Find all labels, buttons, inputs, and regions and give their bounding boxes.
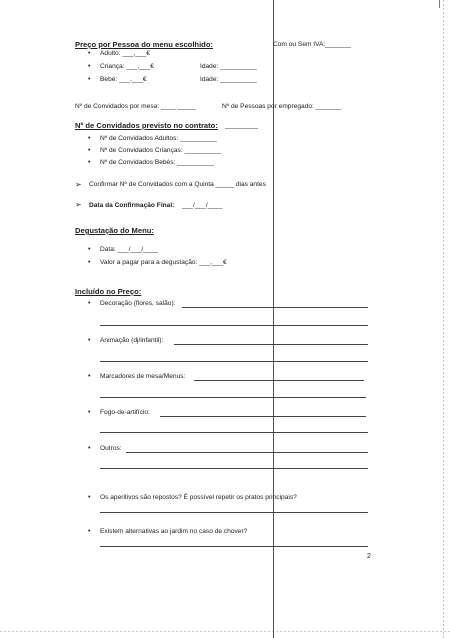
bullet: • <box>88 63 91 70</box>
decoration-line-2[interactable] <box>100 325 368 326</box>
baby-guests[interactable]: Nº de Convidados Bebés: __________ <box>100 159 214 166</box>
fireworks-label: Fogo-de-artifício: <box>100 409 150 416</box>
bullet: • <box>88 409 91 416</box>
bullet: • <box>88 445 91 452</box>
confirm-guests[interactable]: Confirmar Nº de Convidados com a Quinta _____ dias antes <box>89 181 266 188</box>
page-edge-bottom <box>0 631 450 632</box>
bullet: • <box>88 135 91 142</box>
child-age[interactable]: Idade: __________ <box>200 63 257 70</box>
decoration-label: Decoração (flores, salão): <box>100 300 176 307</box>
adult-price[interactable]: Adulto: ___,___€ <box>100 50 150 57</box>
others-label: Outros: <box>100 445 122 452</box>
bullet: • <box>88 373 91 380</box>
bullet: • <box>88 337 91 344</box>
appetizers-question: Os aperitivos são repostos? É possível repetir os pratos principais? <box>100 494 297 501</box>
guests-per-table[interactable]: Nº de Convidados por mesa: ____ _____ <box>75 103 196 110</box>
page-edge-right <box>443 0 444 638</box>
appetizers-line[interactable] <box>100 512 368 513</box>
markers-line[interactable] <box>194 380 364 381</box>
markers-line-2[interactable] <box>100 397 366 398</box>
fold-line <box>273 0 274 638</box>
tasting-price[interactable]: Valor a pagar para a degustação: ___,___€ <box>100 259 227 266</box>
animation-line[interactable] <box>174 344 368 345</box>
bullet: • <box>88 494 91 501</box>
final-confirmation-date[interactable]: ___/___/____ <box>182 202 223 209</box>
bullet: • <box>88 147 91 154</box>
bullet: • <box>88 50 91 57</box>
baby-price[interactable]: Bebé: ___,___€ <box>100 76 147 83</box>
alternatives-line[interactable] <box>100 546 368 547</box>
fireworks-line[interactable] <box>160 416 366 417</box>
final-confirmation-label: Data da Confirmação Final: <box>89 202 175 209</box>
bullet: • <box>88 76 91 83</box>
arrow-icon: ➢ <box>75 200 82 209</box>
bullet: • <box>88 259 91 266</box>
bullet: • <box>88 528 91 535</box>
animation-label: Animação (dj/infantil): <box>100 337 164 344</box>
others-line[interactable] <box>126 452 368 453</box>
contract-heading: Nº de Convidados previsto no contrato: <box>75 121 218 130</box>
persons-per-waiter[interactable]: Nº de Pessoas por empregado: _______ <box>222 103 342 110</box>
vat-field[interactable]: Com ou Sem IVA:_______ <box>273 41 351 48</box>
child-price[interactable]: Criança: ___,___€ <box>100 63 154 70</box>
alternatives-question: Existem alternativas ao jardim no caso de chover? <box>100 528 248 535</box>
tasting-date[interactable]: Data: ___/___/____ <box>100 246 158 253</box>
arrow-icon: ➢ <box>75 180 82 189</box>
page-corner <box>439 0 450 8</box>
others-line-2[interactable] <box>100 468 368 469</box>
contract-total[interactable]: _________ <box>225 122 259 129</box>
baby-age[interactable]: Idade: __________ <box>200 76 257 83</box>
animation-line-2[interactable] <box>100 361 368 362</box>
page-number: 2 <box>367 553 371 560</box>
markers-label: Marcadores de mesa/Menus: <box>100 373 186 380</box>
price-heading: Preço por Pessoa do menu escolhido: <box>75 40 213 49</box>
fireworks-line-2[interactable] <box>100 432 368 433</box>
bullet: • <box>88 246 91 253</box>
bullet: • <box>88 159 91 166</box>
bullet: • <box>88 300 91 307</box>
tasting-heading: Degustação do Menu: <box>75 226 154 235</box>
decoration-line[interactable] <box>182 307 368 308</box>
child-guests[interactable]: Nº de Convidados Crianças: __________ <box>100 147 222 154</box>
included-heading: Incluído no Preço: <box>75 287 142 296</box>
adult-guests[interactable]: Nº de Convidados Adultos: __________ <box>100 135 217 142</box>
